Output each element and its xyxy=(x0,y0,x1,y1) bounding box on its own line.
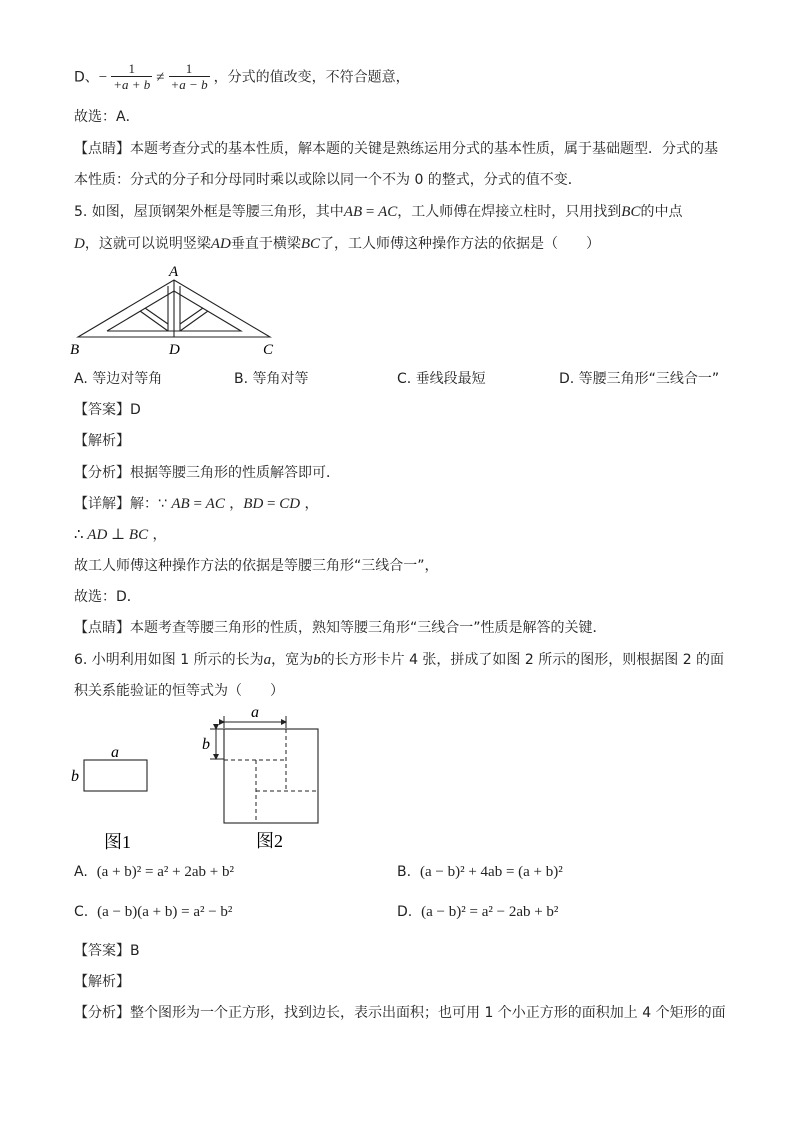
fig1-label-b: b xyxy=(71,768,79,785)
fraction-numerator: 1 xyxy=(185,61,193,76)
q4-choice: 故选：A． xyxy=(74,109,140,125)
inner-dashed-lines xyxy=(224,729,318,823)
q6-stem-line1: 6. 小明利用如图 1 所示的长为a，宽为b的长方形卡片 4 张，拼成了如图 2 所示的图形，则根据图 2 的面 xyxy=(74,652,725,668)
q6-analysis-heading: 【解析】 xyxy=(74,974,130,990)
fig2-label-b: b xyxy=(202,736,210,753)
label-C: C xyxy=(263,342,274,358)
fraction-numerator: 1 xyxy=(128,61,136,76)
q6-option-b[interactable]: B. (a − b)² + 4ab = (a + b)² xyxy=(397,864,563,880)
fraction-denominator: +a − b xyxy=(170,77,208,92)
option-text: ，分式的值改变，不符合题意， xyxy=(213,69,410,86)
q5-conclusion: 故工人师傅这种操作方法的依据是等腰三角形“三线合一”， xyxy=(74,558,439,574)
q6-stem-line2: 积关系能验证的恒等式为（ ） xyxy=(74,683,284,699)
q6-answer: 【答案】B xyxy=(74,943,140,959)
q5-therefore: ∴ AD ⊥ BC ， xyxy=(74,527,167,543)
fig2-caption: 图2 xyxy=(256,831,283,851)
q5-stem-line2: D，这就可以说明竖梁AD垂直于横梁BC了，工人师傅这种操作方法的依据是（ ） xyxy=(74,236,601,252)
q6-option-a[interactable]: A. (a + b)² = a² + 2ab + b² xyxy=(74,864,234,880)
fraction-1 xyxy=(111,62,152,93)
option-b-expression: (a − b)² + 4ab = (a + b)² xyxy=(419,864,563,880)
label-D: D xyxy=(169,342,180,358)
option-label: D、 xyxy=(74,69,99,86)
q6-option-d[interactable]: D. (a − b)² = a² − 2ab + b² xyxy=(397,904,559,920)
rectangle-card xyxy=(84,760,147,791)
q5-analysis-heading: 【解析】 xyxy=(74,433,130,449)
fig1-label-a: a xyxy=(111,744,119,761)
figure-1 xyxy=(66,740,166,852)
q5-stem-line1: 5. 如图，屋顶钢架外框是等腰三角形，其中AB = AC，工人师傅在焊接立柱时，只用找到BC的中点 xyxy=(74,204,683,220)
figure-2 xyxy=(196,700,326,852)
fig1-caption: 图1 xyxy=(104,832,131,852)
option-c-expression: (a − b)(a + b) = a² − b² xyxy=(97,904,233,920)
outer-square xyxy=(224,729,318,823)
fig2-label-a: a xyxy=(251,704,259,721)
minus-sign: − xyxy=(98,69,108,86)
q6-option-c[interactable]: C. (a − b)(a + b) = a² − b² xyxy=(74,904,233,920)
fraction-denominator: +a + b xyxy=(113,77,151,92)
q5-option-d[interactable]: D. 等腰三角形“三线合一” xyxy=(559,371,720,387)
q5-option-a[interactable]: A. 等边对等角 xyxy=(74,371,163,387)
not-equal-sign: ≠ xyxy=(156,69,165,86)
roof-truss-figure xyxy=(60,262,290,358)
label-B: B xyxy=(70,342,80,358)
q5-answer: 【答案】D xyxy=(74,402,141,418)
q6-fenxi: 【分析】整个图形为一个正方形，找到边长，表示出面积；也可用 1 个小正方形的面积加上 4 个矩形的面 xyxy=(74,1005,726,1021)
q5-option-b[interactable]: B. 等角对等 xyxy=(234,371,309,387)
q5-remark: 【点睛】本题考查等腰三角形的性质，熟知等腰三角形“三线合一”性质是解答的关键． xyxy=(74,620,607,636)
q4-remark-line1: 【点睛】本题考查分式的基本性质，解本题的关键是熟练运用分式的基本性质，属于基础题型．分式的基 xyxy=(74,141,718,157)
label-A: A xyxy=(169,264,179,280)
q5-detail: 【详解】解：∵ AB = AC ，BD = CD ， xyxy=(74,496,319,512)
q4-remark-line2: 本性质：分式的分子和分母同时乘以或除以同一个不为 0 的整式，分式的值不变． xyxy=(74,172,582,188)
option-d-expression: (a − b)² = a² − 2ab + b² xyxy=(421,904,559,920)
q5-choice: 故选：D． xyxy=(74,589,141,605)
q5-option-c[interactable]: C. 垂线段最短 xyxy=(397,371,486,387)
prev-option-d xyxy=(74,62,410,93)
option-a-expression: (a + b)² = a² + 2ab + b² xyxy=(96,864,234,880)
q5-fenxi: 【分析】根据等腰三角形的性质解答即可． xyxy=(74,465,340,481)
fraction-2 xyxy=(169,62,210,93)
